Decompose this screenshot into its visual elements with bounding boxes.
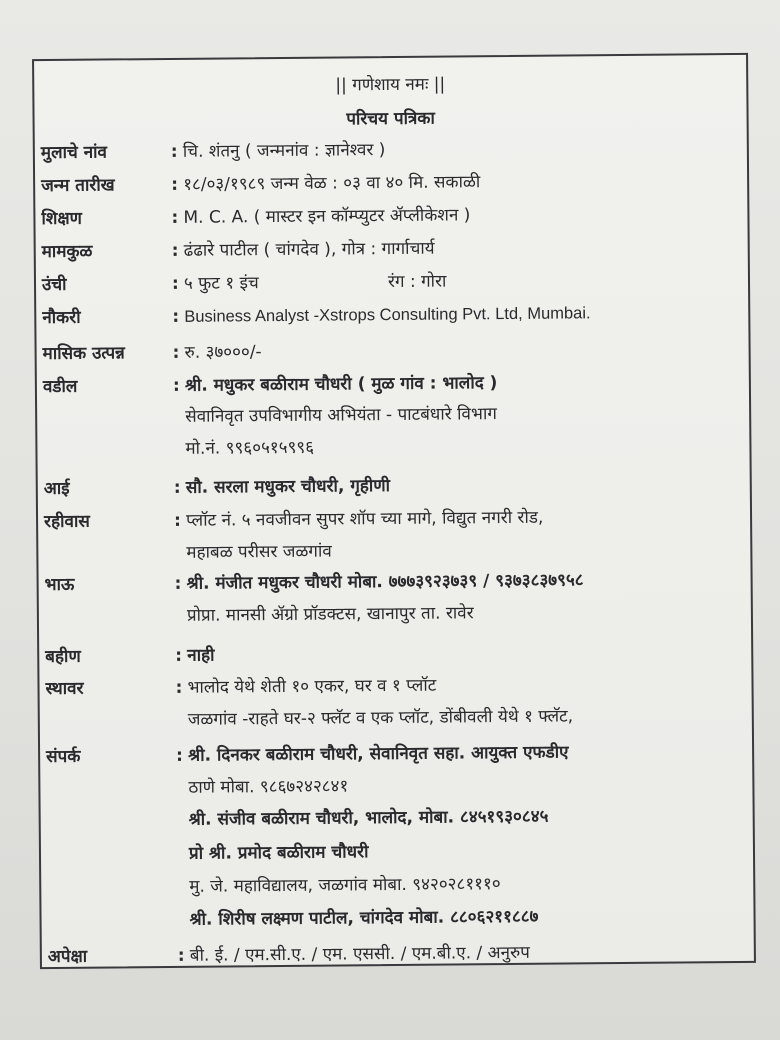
biodata-card: [32, 53, 756, 969]
contact-line-4: प्रो श्री. प्रमोद बळीराम चौधरी: [188, 842, 369, 864]
father-name: श्री. मधुकर बळीराम चौधरी ( मुळ गांव : भालोद ): [184, 373, 498, 396]
field-label: रहीवास: [43, 511, 90, 533]
field-dob: जन्म तारीख : १८/०३/१९८९ जन्म वेळ : ०३ वा ४० मि. सकाळी: [41, 172, 481, 197]
property-line-2: जळगांव -राहते घर-२ फ्लॅट व एक प्लॉट, डोंबीवली येथे १ फ्लॅट,: [187, 706, 574, 730]
field-label: अपेक्षा: [47, 946, 88, 968]
field-label: नौकरी: [42, 307, 81, 329]
field-value: रु. ३७०००/-: [184, 342, 262, 363]
field-father: वडील : श्री. मधुकर बळीराम चौधरी ( मुळ गांव : भालोद ) सेवानिवृत उपविभागीय अभियंता - पाटबंधारे विभाग मो.नं. ९९६०५१५९९६: [42, 373, 498, 459]
field-job: नौकरी : Business Analyst -Xstrops Consulting Pvt. Ltd, Mumbai.: [42, 304, 591, 329]
field-label: मासिक उत्पन्न: [42, 343, 125, 365]
field-label: शिक्षण: [41, 208, 82, 230]
field-mother: आई : सौ. सरला मधुकर चौधरी, गृहीणी: [43, 476, 391, 500]
field-label: संपर्क: [46, 746, 81, 768]
field-contact: संपर्क : श्री. दिनकर बळीराम चौधरी, सेवानिवृत सहा. आयुक्त एफडीए ठाणे मोबा. ९८६७२४२८४१ श्री. संजीव बळीराम चौधरी, भालोद, मोबा. ८४५१९३०८४५ प्रो श्री. प्रमोद बळीराम चौधरी मु. जे. महाविद्यालय, जळगांव मोबा. ९४२०२८१११० श्री. शिरीष लक्ष्मण पाटील, चांगदेव मोबा. ८८०६२११८८७: [46, 742, 569, 930]
father-phone: मो.नं. ९९६०५१५९९६: [185, 437, 315, 459]
contact-line-2: ठाणे मोबा. ९८६७२४२८४१: [188, 776, 349, 798]
field-value: बी. ई. / एम.सी.ए. / एम. एससी. / एम.बी.ए. / अनुरुप: [189, 942, 530, 966]
field-residence: रहीवास : प्लॉट नं. ५ नवजीवन सुपर शॉप च्या मागे, विद्युत नगरी रोड, महाबळ परीसर जळगांव: [43, 507, 544, 563]
field-label: उंची: [41, 274, 67, 296]
field-label: मुलाचे नांव: [40, 142, 108, 164]
field-value: नाही: [187, 645, 215, 666]
field-mamkul: मामकुळ : ढंढारे पाटील ( चांगदेव ), गोत्र : गार्गाचार्य: [41, 238, 435, 263]
property-line-1: भालोद येथे शेती १० एकर, घर व १ प्लॉट: [187, 675, 437, 698]
field-label: स्थावर: [45, 678, 84, 700]
field-label: बहीण: [45, 646, 81, 668]
residence-line-1: प्लॉट नं. ५ नवजीवन सुपर शॉप च्या मागे, विद्युत नगरी रोड,: [185, 507, 544, 531]
field-value: ५ फुट १ इंच: [183, 273, 259, 294]
field-property: स्थावर : भालोद येथे शेती १० एकर, घर व १ प्लॉट जळगांव -राहते घर-२ फ्लॅट व एक प्लॉट, डोंबीवली येथे १ फ्लॅट,: [45, 675, 574, 730]
field-value: ढंढारे पाटील ( चांगदेव ), गोत्र : गार्गाचार्य: [183, 238, 435, 261]
field-income: मासिक उत्पन्न : रु. ३७०००/-: [42, 342, 262, 365]
field-brother: भाऊ : श्री. मंजीत मधुकर चौधरी मोबा. ७७७३९२३७३९ / ९३७३८३७९५८ प्रोप्रा. मानसी ॲग्रो प्रॉडक्टस, खानापुर ता. रावेर: [44, 570, 584, 626]
field-label: जन्म तारीख: [41, 175, 115, 197]
field-education: शिक्षण : M. C. A. ( मास्टर इन कॉम्प्युटर ॲप्लीकेशन ): [41, 205, 471, 230]
field-value: १८/०३/१९८९ जन्म वेळ : ०३ वा ४० मि. सकाळी: [183, 172, 481, 195]
field-value: चि. शंतनु ( जन्मनांव : ज्ञानेश्वर ): [182, 140, 386, 162]
invocation: || गणेशाय नमः ||: [335, 74, 446, 96]
field-value: M. C. A. ( मास्टर इन कॉम्प्युटर ॲप्लीकेशन ): [183, 205, 471, 228]
residence-line-2: महाबळ परीसर जळगांव: [186, 541, 332, 563]
field-name: मुलाचे नांव : चि. शंतनु ( जन्मनांव : ज्ञानेश्वर ): [40, 140, 386, 164]
father-occupation: सेवानिवृत उपविभागीय अभियंता - पाटबंधारे विभाग: [185, 404, 497, 427]
brother-line-1: श्री. मंजीत मधुकर चौधरी मोबा. ७७७३९२३७३९ / ९३७३८३७९५८: [186, 570, 584, 594]
field-label: आई: [43, 478, 70, 500]
contact-line-1: श्री. दिनकर बळीराम चौधरी, सेवानिवृत सहा. आयुक्त एफडीए: [188, 742, 569, 766]
field-label: भाऊ: [44, 574, 75, 596]
page-title: परिचय पत्रिका: [346, 108, 435, 130]
field-expectation: अपेक्षा : बी. ई. / एम.सी.ए. / एम. एससी. / एम.बी.ए. / अनुरुप: [47, 942, 530, 968]
field-sister: बहीण : नाही: [45, 645, 215, 668]
field-height: उंची : ५ फुट १ इंच रंग : गोरा: [41, 271, 447, 296]
contact-line-3: श्री. संजीव बळीराम चौधरी, भालोद, मोबा. ८४५१९३०८४५: [188, 806, 549, 830]
complexion-value: रंग : गोरा: [387, 271, 447, 293]
contact-line-5: मु. जे. महाविद्यालय, जळगांव मोबा. ९४२०२८१११०: [189, 874, 501, 897]
contact-line-6: श्री. शिरीष लक्ष्मण पाटील, चांगदेव मोबा. ८८०६२११८८७: [189, 906, 539, 930]
field-label: मामकुळ: [41, 241, 93, 263]
field-value: सौ. सरला मधुकर चौधरी, गृहीणी: [185, 476, 391, 498]
brother-line-2: प्रोप्रा. मानसी ॲग्रो प्रॉडक्टस, खानापुर ता. रावेर: [186, 603, 474, 626]
field-label: वडील: [42, 376, 78, 398]
field-value: Business Analyst -Xstrops Consulting Pvt. Ltd, Mumbai.: [184, 304, 591, 326]
